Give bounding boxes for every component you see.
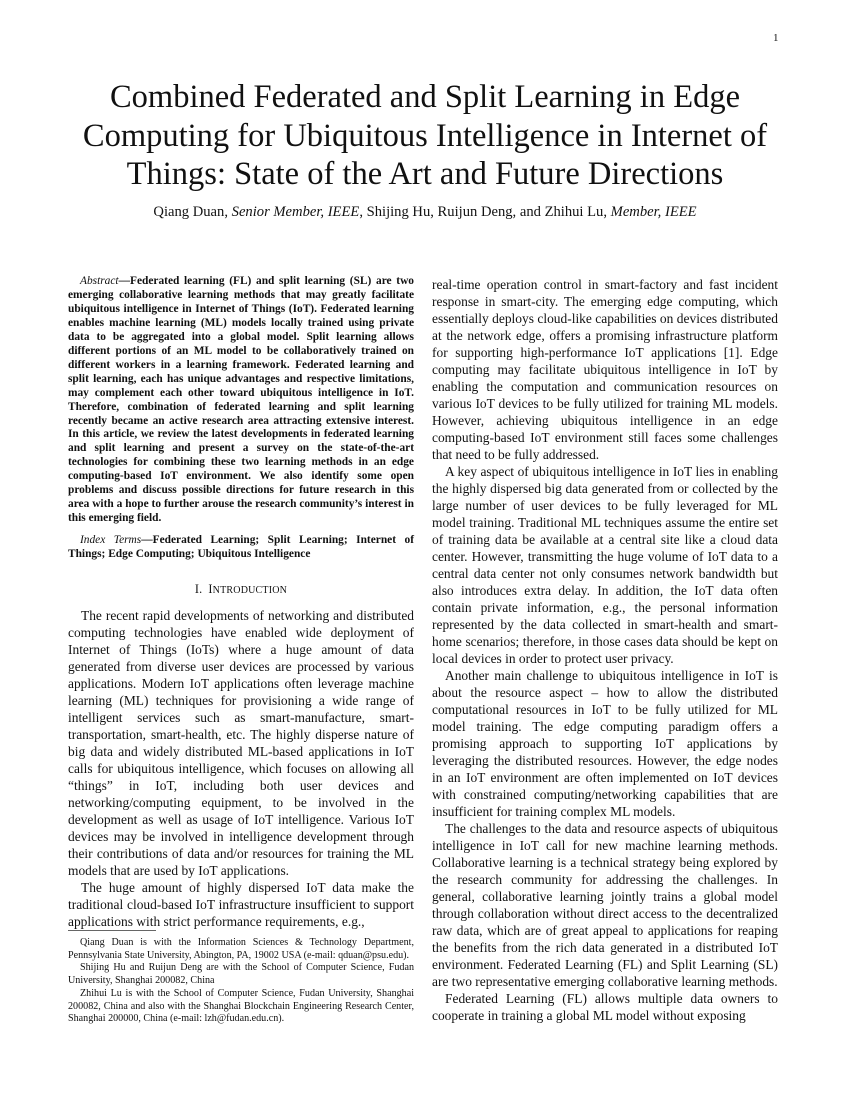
right-column: [432, 276, 778, 1024]
index-terms: [68, 534, 414, 562]
section-title-rest: NTRODUCTION: [212, 585, 288, 597]
section-title-initial: I: [208, 582, 213, 597]
right-paragraph-5: Federated Learning (FL) allows multiple data owners to cooperate in training a global ML model without exposing: [432, 991, 778, 1023]
abstract-text: —Federated learning (FL) and split learning (SL) are two emerging collaborative learning methods that may greatly facilitate ubiquitous intelligence in Internet of Things (IoT). Federated learning enables machine learning (ML) models locally trained using private data to be aggregated into a global model. Split learning allows different portions of an ML model to be collaboratively trained on different workers in a learning framework. Federated learning and split learning, each has unique advantages and respective limitations, may complement each other toward ubiquitous intelligence in IoT. Therefore, combination of federated learning and split learning recently became an active research area attracting extensive interest. In this article, we review the latest developments in federated learning and split learning and present a survey on the state-of-the-art technologies for combining these two learning methods in an edge computing-based IoT environment. We also identify some open problems and discuss possible directions for future research in this area with a hope to further arouse the research community’s interest in this emerging field.: [68, 275, 414, 525]
footnote-hu-deng: Shijing Hu and Ruijun Deng are with the School of Computer Science, Fudan University, Shanghai 200082, China: [68, 962, 414, 987]
left-column: [68, 275, 414, 930]
section-heading-introduction: [68, 581, 414, 599]
footnote-divider: [68, 930, 156, 931]
intro-paragraph-1: The recent rapid developments of networking and distributed computing technologies have enabled wide deployment of Internet of Things (IoTs) where a huge amount of data generated from diverse user devices are processed by various applications. Modern IoT applications often leverage machine learning (ML) techniques for provisioning a wide range of intelligent services such as smart-manufacture, smart-transportation, smart-health, etc. The highly disperse nature of big data and widely distributed ML-based applications in IoT calls for ubiquitous intelligence, which focuses on allowing all “things” in IoT, including both user devices and networking/computing equipment, to be involved in the development as well as usage of IoT intelligence. Various IoT devices may be involved in intelligence development through their contributions of data and/or resources for training the ML models that are used by IoT applications.: [68, 608, 414, 879]
right-paragraph-4: The challenges to the data and resource aspects of ubiquitous intelligence in IoT call for new machine learning methods. Collaborative learning is a technical strategy being explored by the research community for addressing the challenges. In general, collaborative learning jointly trains a global model through collaboration without direct access to the decentralized raw data, which are of great appeal to applications for reaping the benefits from the rich data generated in a distributed IoT environment. Federated Learning (FL) and Split Learning (SL) are two representative emerging collaborative learning methods.: [432, 821, 778, 989]
page-number: 1: [773, 32, 779, 44]
footnote-zhihui-lu: Zhihui Lu is with the School of Computer Science, Fudan University, Shanghai 200082, China and also with the Shanghai Blockchain Engineering Research Center, Shanghai 200000, China (e-mail: lzh@fudan.edu.cn).: [68, 987, 414, 1025]
index-terms-label: Index Terms: [80, 534, 142, 547]
author-zhihui-lu-membership: Member, IEEE: [610, 204, 697, 220]
intro-paragraph-2: The huge amount of highly dispersed IoT data make the traditional cloud-based IoT infrastructure insufficient to support applications with strict performance requirements, e.g.,: [68, 880, 414, 930]
section-number: I.: [194, 582, 203, 597]
right-paragraph-1: real-time operation control in smart-factory and fast incident response in smart-city. The emerging edge computing, which essentially deploys cloud-like capabilities on devices distributed at the network edge, offers a promising infrastructure platform for supporting high-performance IoT applications [1]. Edge computing may facilitate ubiquitous intelligence in IoT by enabling the computation and communication resources on various IoT devices to be fully utilized for training ML models. However, achieving ubiquitous intelligence in an edge computing-based IoT environment still faces some challenges that need to be fully addressed.: [432, 277, 778, 462]
author-qiang-duan-membership: Senior Member, IEEE: [231, 204, 360, 220]
paper-title: Combined Federated and Split Learning in Edge Computing for Ubiquitous Intelligence in Internet of Things: State of the Art and Future Directions: [82, 79, 768, 192]
right-paragraph-2: A key aspect of ubiquitous intelligence in IoT lies in enabling the highly dispersed big data generated from or collected by the large number of user devices to be fully leveraged for ML model training. Traditional ML techniques assume the entire set of training data be available at a central site like a cloud data center. However, transmitting the huge volume of IoT data to a central data center not only consumes network bandwidth but also introduces extra delay. In addition, the IoT data often contain private information, e.g., the personal information represented by the data collected in smart-health and smart-home scenarios; therefore, in those cases data should be kept on local devices in order to protect user privacy.: [432, 464, 778, 666]
author-line: [60, 203, 790, 221]
author-others: , Shijing Hu, Ruijun Deng, and Zhihui Lu,: [359, 204, 611, 220]
index-terms-text: —Federated Learning; Split Learning; Internet of Things; Edge Computing; Ubiquitous Intelligence: [68, 534, 414, 561]
author-qiang-duan: Qiang Duan,: [153, 204, 232, 220]
footnotes: [68, 937, 414, 1026]
right-paragraph-3: Another main challenge to ubiquitous intelligence in IoT is about the resource aspect – how to allow the distributed computational resources in IoT to be fully utilized for ML model training. The edge computing paradigm offers a promising approach to supporting IoT applications by leveraging the distributed resources. However, the edge nodes in an IoT environment are often implemented on IoT devices with constrained computing/networking capabilities that are insufficient for training complex ML models.: [432, 668, 778, 819]
abstract: [68, 275, 414, 526]
abstract-label: Abstract: [80, 275, 119, 287]
footnote-qiang-duan: Qiang Duan is with the Information Sciences & Technology Department, Pennsylvania State University, Abington, PA, 19002 USA (e-mail: qduan@psu.edu).: [68, 937, 414, 961]
